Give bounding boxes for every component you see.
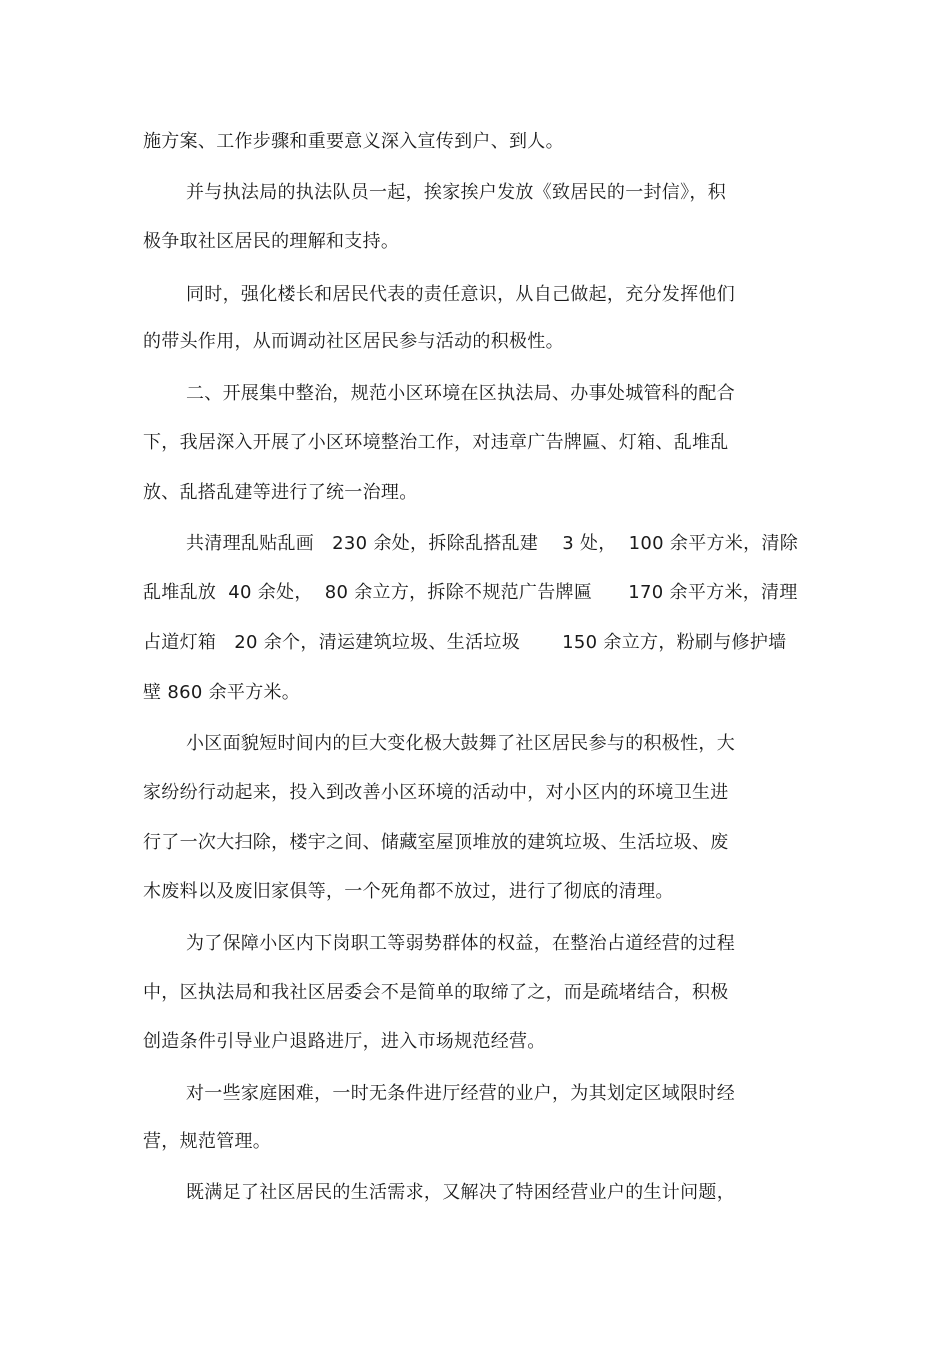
text-line: 营，规范管理。 xyxy=(143,1131,272,1152)
text-line: 的带头作用，从而调动社区居民参与活动的积极性。 xyxy=(143,331,564,352)
text-line: 小区面貌短时间内的巨大变化极大鼓舞了社区居民参与的积极性，大 xyxy=(186,733,735,754)
text-line: 乱堆乱放 40 余处， 80 余立方，拆除不规范广告牌匾 170 余平方米，清理 xyxy=(143,582,798,603)
text-line: 创造条件引导业户退路进厅，进入市场规范经营。 xyxy=(143,1031,546,1052)
text-line: 放、乱搭乱建等进行了统一治理。 xyxy=(143,482,418,503)
text-line: 家纷纷行动起来，投入到改善小区环境的活动中，对小区内的环境卫生进 xyxy=(143,782,729,803)
text-line: 行了一次大扫除，楼宇之间、储藏室屋顶堆放的建筑垃圾、生活垃圾、废 xyxy=(143,832,729,853)
text-line: 极争取社区居民的理解和支持。 xyxy=(143,231,400,252)
text-line: 并与执法局的执法队员一起，挨家挨户发放《致居民的一封信》，积 xyxy=(186,182,726,203)
text-line: 施方案、工作步骤和重要意义深入宣传到户、到人。 xyxy=(143,131,564,152)
text-line: 下，我居深入开展了小区环境整治工作，对违章广告牌匾、灯箱、乱堆乱 xyxy=(143,432,729,453)
text-line: 既满足了社区居民的生活需求，又解决了特困经营业户的生计问题， xyxy=(186,1182,735,1203)
text-line: 壁 860 余平方米。 xyxy=(143,682,301,703)
text-line: 中，区执法局和我社区居委会不是简单的取缔了之，而是疏堵结合，积极 xyxy=(143,982,729,1003)
text-line: 占道灯箱 20 余个，清运建筑垃圾、生活垃圾 150 余立方，粉刷与修护墙 xyxy=(143,632,787,653)
text-line: 对一些家庭困难，一时无条件进厅经营的业户，为其划定区域限时经 xyxy=(186,1083,735,1104)
text-line: 同时，强化楼长和居民代表的责任意识，从自己做起，充分发挥他们 xyxy=(186,284,735,305)
text-line: 为了保障小区内下岗职工等弱势群体的权益，在整治占道经营的过程 xyxy=(186,933,735,954)
text-line: 共清理乱贴乱画 230 余处，拆除乱搭乱建 3 处， 100 余平方米，清除 xyxy=(186,533,799,554)
text-line: 二、开展集中整治，规范小区环境在区执法局、办事处城管科的配合 xyxy=(186,383,735,404)
text-line: 木废料以及废旧家俱等，一个死角都不放过，进行了彻底的清理。 xyxy=(143,881,674,902)
